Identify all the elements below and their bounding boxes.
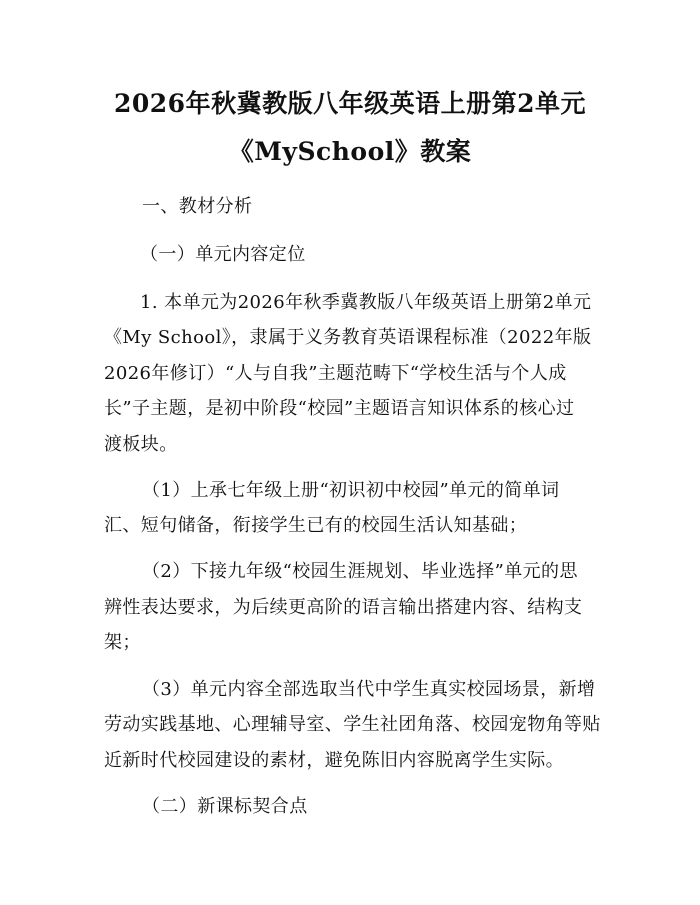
list-item-3-line-2: 劳动实践基地、心理辅导室、学生社团角落、校园宠物角等贴 [104, 714, 601, 735]
paragraph-1-line-1: 1. 本单元为2026年秋季冀教版八年级英语上册第2单元 [140, 292, 592, 313]
subsection-heading-new-curriculum-fit: （二）新课标契合点 [142, 796, 308, 817]
document-title-line-2: 《MySchool》教案 [228, 137, 472, 166]
subsection-heading-unit-positioning: （一）单元内容定位 [140, 244, 306, 265]
paragraph-1-line-4: 长”子主题，是初中阶段“校园”主题语言知识体系的核心过 [104, 398, 575, 419]
list-item-2-line-3: 架； [104, 632, 141, 653]
list-item-3-line-3: 近新时代校园建设的素材，避免陈旧内容脱离学生实际。 [104, 750, 564, 771]
list-item-1-line-1: （1）上承七年级上册“初识初中校园”单元的简单词 [142, 480, 560, 501]
list-item-2-line-2: 辨性表达要求，为后续更高阶的语言输出搭建内容、结构支 [104, 597, 583, 618]
paragraph-1-line-3: 2026年修订）“人与自我”主题范畴下“学校生活与个人成 [104, 363, 567, 384]
list-item-3-line-1: （3）单元内容全部选取当代中学生真实校园场景，新增 [142, 679, 596, 700]
list-item-2-line-1: （2）下接九年级“校园生涯规划、毕业选择”单元的思 [142, 561, 578, 582]
list-item-1-line-2: 汇、短句储备，衔接学生已有的校园生活认知基础； [104, 515, 528, 536]
paragraph-1-line-5: 渡板块。 [104, 434, 178, 455]
document-title-line-1: 2026年秋冀教版八年级英语上册第2单元 [114, 89, 586, 118]
section-heading-teaching-material-analysis: 一、教材分析 [142, 196, 253, 217]
paragraph-1-line-2: 《My School》，隶属于义务教育英语课程标准（2022年版 [104, 327, 592, 348]
